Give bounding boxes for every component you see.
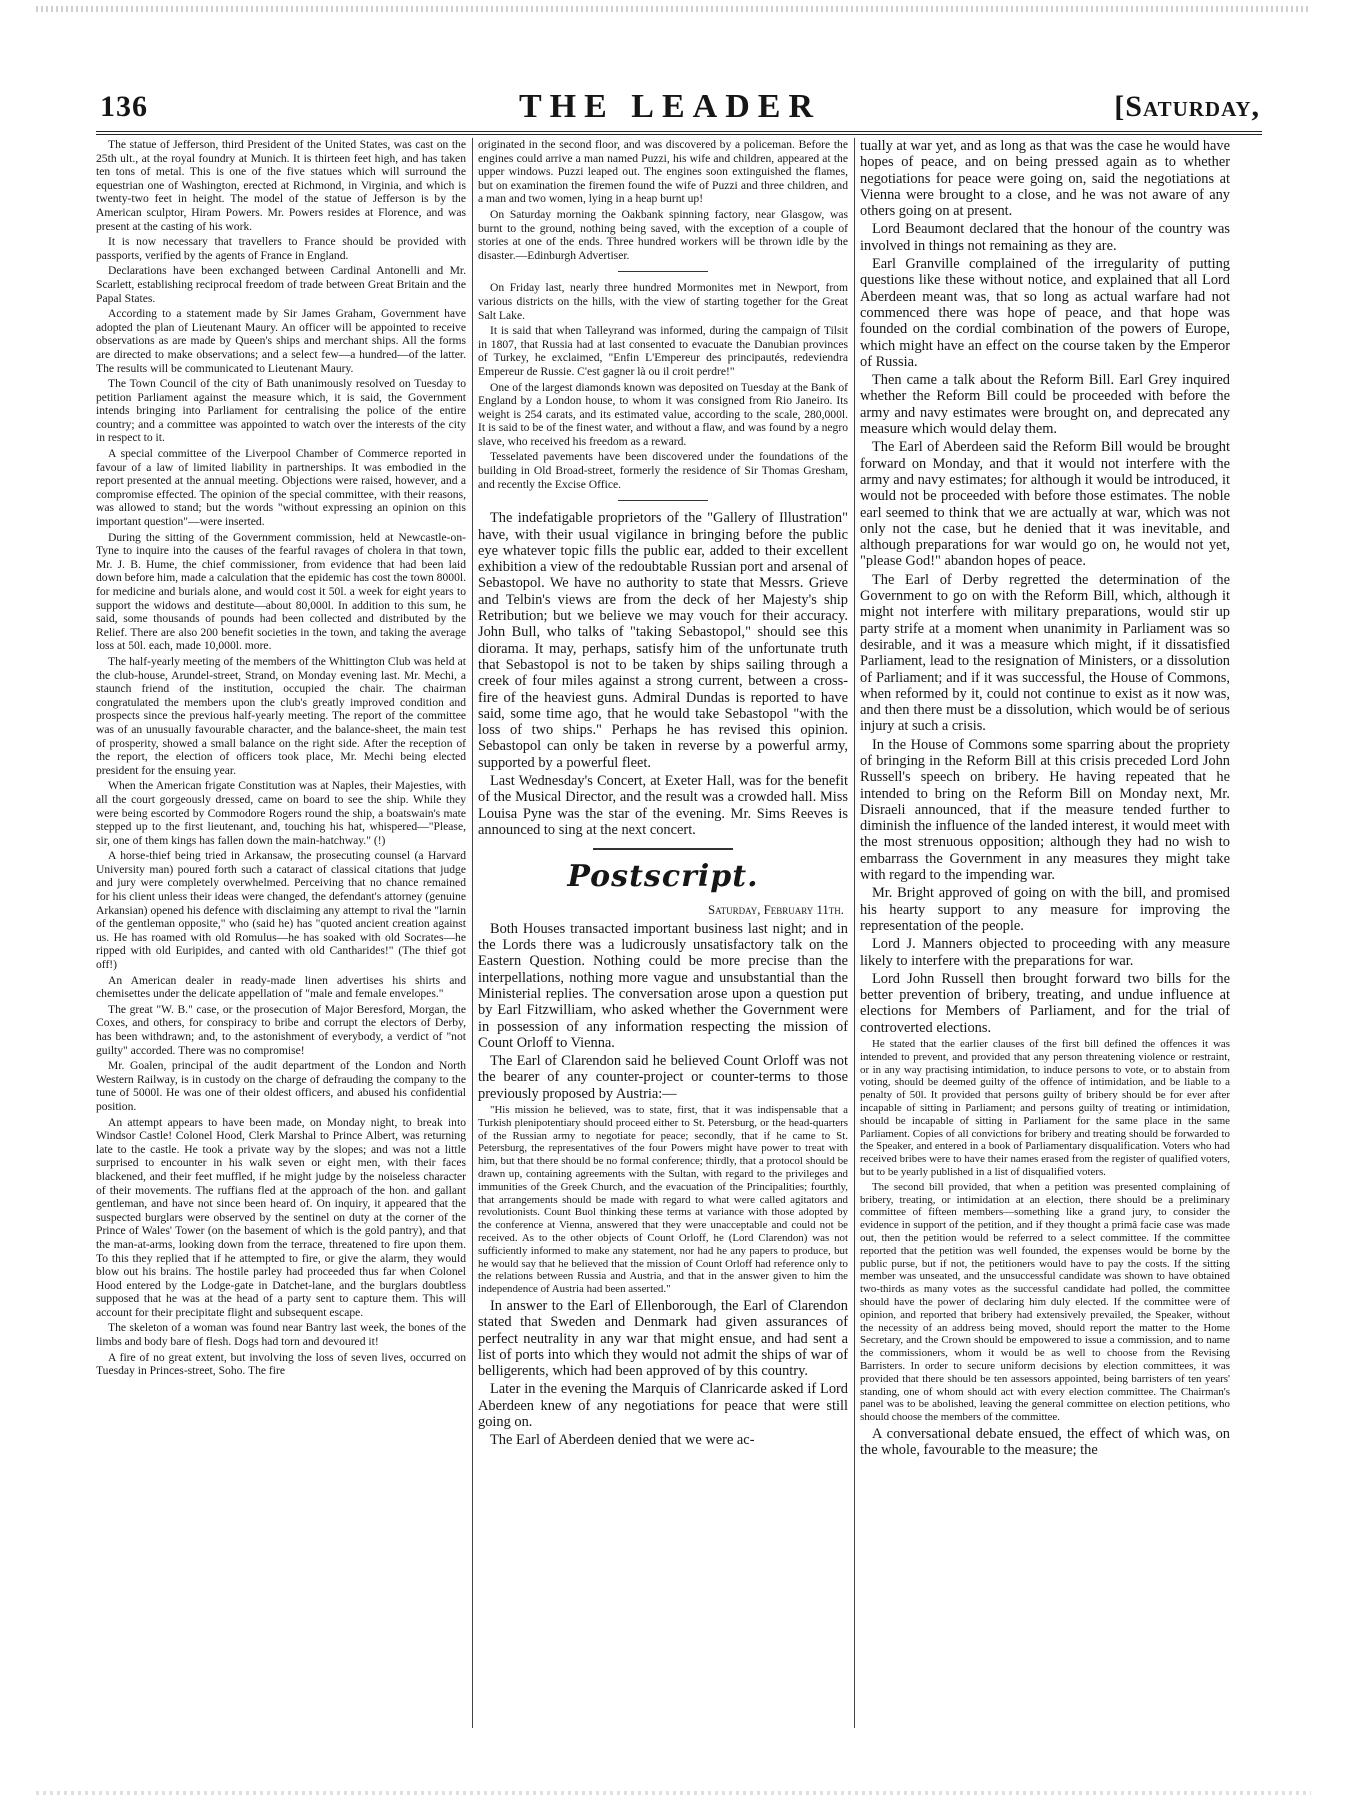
report-paragraph: A conversational debate ensued, the effect of which was, on the whole, favourable to the measure; the — [860, 1425, 1230, 1459]
report-paragraph: tually at war yet, and as long as that was the case he would have hopes of peace, and on being pressed again as to whether negotiations for peace were going on, said the negotiations at Vienna were brought to a close, and he was not aware of any others going on at present. — [860, 138, 1230, 220]
report-small-paragraph: The second bill provided, that when a petition was presented complaining of bribery, treating, or intimidation at an election, there should be a preliminary committee of fifteen members—something like a grand jury, to consider the evidence in support of the petition, and if they thought a primâ facie case was made out, then the petition would be referred to a select committee. If the committee reported that the petition was well founded, the expenses would be borne by the public purse, but if not, the petitioners would have to pay the costs. If the sitting member was unseated, and the unsuccessful candidate was shown to have obtained two-thirds as many votes as the successful candidate had polled, the committee should have the power of declaring him duly elected. If the committee were of opinion, and reported that bribery had extensively prevailed, the Speaker, without the necessity of an address being moved, should report the matter to the Home Secretary, and the Crown should be empowered to issue a commission, and to name the commissioners, whom it would be as well to choose from the Revising Barristers. In order to secure uniform decisions by election committees, it was provided that there should be ten assessors appointed, being barristers of ten years' standing, one of whom should act with every election committee. The Chairman's panel was to be abolished, leaving the general committee on election petitions, who should choose the members of the committee. — [860, 1180, 1230, 1424]
report-paragraph: Lord Beaumont declared that the honour of the country was involved in things not remaining as they are. — [860, 221, 1230, 254]
column-divider — [472, 138, 473, 1728]
report-paragraph: Lord John Russell then brought forward two bills for the better prevention of bribery, treating, and undue influence at elections for Members of Parliament, and for the trial of controverted elections. — [860, 970, 1230, 1036]
news-paragraph: The Town Council of the city of Bath unanimously resolved on Tuesday to petition Parliament against the measure which, it is said, the Government intends bringing into Parliament for centralising the police of the entire country; and a committee was appointed to watch over the interests of the city in respect to it. — [96, 377, 466, 445]
news-paragraph: The statue of Jefferson, third President of the United States, was cast on the 25th ult., at the royal foundry at Munich. It is thirteen feet high, and has taken ten tons of metal. This is one of the five statues which will surround the equestrian one of Washington, erected at Richmond, in Virginia, and which is twenty-two feet in height. The model of the statue of Jefferson is by the American sculptor, Hiram Powers. Mr. Powers resides at Florence, and was present at the casting of his work. — [96, 138, 466, 233]
report-small-paragraph: He stated that the earlier clauses of the first bill defined the offences it was intended to prevent, and provided that any person threatening violence or restraint, or in any way practising intimidation, to induce persons to vote, or to abstain from voting, should be deemed guilty of the offence of intimidation, and be liable to a penalty of 50l. It provided that persons guilty of bribery should be for ever after incapable of sitting in Parliament; and persons guilty of treating or intimidation, should be incapable of sitting in Parliament for the same place in the same Parliament. Copies of all convictions for bribery and treating should be forwarded to the Speaker, and entered in a book of Parliamentary disqualification. Voters who had received bribes were to have their names erased from the register of qualified voters, but to be yearly published in a list of disqualified voters. — [860, 1038, 1230, 1178]
section-separator — [618, 500, 708, 501]
news-paragraph: It is said that when Talleyrand was informed, during the campaign of Tilsit in 1807, that Russia had at last consented to evacuate the Danubian provinces of Turkey, he exclaimed, "Enfin L'Empereur des principautés, redeviendra Empereur de Russie. C'est gagner là ou il croit perdre!" — [478, 324, 848, 378]
news-paragraph: An attempt appears to have been made, on Monday night, to break into Windsor Castle! Colonel Hood, Clerk Marshal to Prince Albert, was returning late to the castle. He took a private way by the slopes; and was not a little surprised to encounter in his walk seven or eight men, with their faces blackened, and their feet muffled, if he might judge by the noiseless character of their movements. The ruffians fled at the approach of the hon. and gallant gentleman, and have not since been heard of. On inquiry, it appeared that the suspected burglars were observed by the sentinel on duty at the corner of the Prince of Wales' Tower (on the basement of which is the gold pantry), and that the man-at-arms, looking down from the terrace, threatened to fire upon them. To this they replied that if he attempted to fire, or give the alarm, they would blow out his brains. The hostile parley had proceeded thus far when Colonel Hood entered by the Lodge-gate in Datchet-lane, and the burglars doubtless supposed that he was at the head of a party sent to capture them. This will account for their precipitate flight and subsequent escape. — [96, 1115, 466, 1319]
postscript-date: Saturday, February 11th. — [707, 903, 844, 918]
report-paragraph: Mr. Bright approved of going on with the bill, and promised his hearty support to any measure for improving the representation of the people. — [860, 885, 1230, 934]
postscript-paragraph: Both Houses transacted important business last night; and in the Lords there was a ludicrously unsatisfactory talk on the Eastern Question. Nothing could be more precise than the interpellations, nothing more vague and unsubstantial than the Ministerial replies. The conversation arose upon a question put by Earl Fitzwilliam, who asked whether the Government were in possession of any information respecting the mission of Count Orloff to Vienna. — [478, 920, 848, 1051]
postscript-paragraph: The Earl of Clarendon said he believed Count Orloff was not the bearer of any counter-project or counter-terms to those previously proposed by Austria:— — [478, 1053, 848, 1102]
report-paragraph: In the House of Commons some sparring about the propriety of bringing in the Reform Bill at this crisis preceded Lord John Russell's speech on bribery. He having repeated that he intended to bring on the Reform Bill on Monday next, Mr. Disraeli announced, that if the measure tended further to diminish the influence of the landed interest, it would meet with the most strenuous opposition; although they had no wish to embarrass the Government in any measures they might take with regard to the impending war. — [860, 736, 1230, 884]
postscript-quote: "His mission he believed, was to state, first, that it was indispensable that a Turkish plenipotentiary should proceed either to St. Petersburg, or the head-quarters of the Russian army to negotiate for peace; secondly, that if he came to St. Petersburg, the representatives of the four Powers might have power to treat with him, but that there should be no formal conference; thirdly, that a protocol should be drawn up, containing agreements with the Sultan, with regard to the privileges and immunities of the Greek Church, and the evacuation of the Principalities; fourthly, that arrangements should be made with regard to what were called agitators and revolutionists. Count Buol thinking these terms at variance with those adopted by the conference at Vienna, answered that they were unacceptable and could not be received. As to the other objects of Count Orloff, he (Lord Clarendon) was not sufficiently informed to make any statement, nor had he any papers to produce, but he would say that he believed that the mission of Count Orloff had reference only to the relations between Russia and Austria, and that in the answer given to him the independence of Austria had been asserted." — [478, 1104, 848, 1296]
news-paragraph: According to a statement made by Sir James Graham, Government have adopted the plan of Lieutenant Maury. An officer will be appointed to receive observations as are made by Queen's ships and merchant ships. All the forms are directed to make observations; and a select few—a hundred—of the latter. The results will be communicated to Lieutenant Maury. — [96, 307, 466, 375]
scan-edge-top — [36, 6, 1311, 12]
scan-edge-bottom — [36, 1791, 1311, 1795]
news-paragraph: The skeleton of a woman was found near Bantry last week, the bones of the limbs and body bare of flesh. Dogs had torn and devoured it! — [96, 1321, 466, 1349]
news-paragraph: A special committee of the Liverpool Chamber of Commerce reported in favour of a law of limited liability in partnerships. It was embodied in the report presented at the annual meeting. Objections were raised, however, and a compromise effected. The opinion of the special committee, with their reasons, was allowed to stand; but the words "without expressing an opinion on this important question"—were inserted. — [96, 447, 466, 529]
news-paragraph: Tesselated pavements have been discovered under the foundations of the building in Old Broad-street, formerly the residence of Sir Thomas Gresham, and recently the Excise Office. — [478, 450, 848, 491]
header-dateline: [Saturday, — [1114, 90, 1260, 123]
header-rule — [96, 131, 1262, 135]
page-number: 136 — [100, 90, 148, 123]
news-paragraph: originated in the second floor, and was discovered by a policeman. Before the engines could arrive a man named Puzzi, his wife and children, appeared at the upper windows. Puzzi leaped out. The engines soon extinguished the flames, but on examination the firemen found the wife of Puzzi and three children, and a man and two women, lying in a heap burnt up! — [478, 138, 848, 206]
news-paragraph: A fire of no great extent, but involving the loss of seven lives, occurred on Tuesday in Princes-street, Soho. The fire — [96, 1350, 466, 1378]
postscript-paragraph: The Earl of Aberdeen denied that we were ac- — [490, 1432, 755, 1449]
news-paragraph: The great "W. B." case, or the prosecution of Major Beresford, Morgan, the Coxes, and others, for conspiracy to bribe and corrupt the electors of Derby, has been withdrawn; and, to the astonishment of everybody, a verdict of "not guilty" accorded. There was no compromise! — [96, 1002, 466, 1057]
column-2 — [478, 138, 848, 1451]
news-paragraph: Declarations have been exchanged between Cardinal Antonelli and Mr. Scarlett, establishing reciprocal freedom of trade between Great Britain and the Papal States. — [96, 264, 466, 305]
postscript-paragraph: Later in the evening the Marquis of Clanricarde asked if Lord Aberdeen knew of any negotiations for peace that were still going on. — [478, 1381, 848, 1431]
section-separator — [618, 271, 708, 272]
news-paragraph: An American dealer in ready-made linen advertises his shirts and chemisettes under the delicate appellation of "male and female envelopes." — [96, 973, 466, 1001]
news-paragraph: One of the largest diamonds known was deposited on Tuesday at the Bank of England by a London house, to whom it was consigned from Rio Janeiro. Its weight is 254 carats, and its estimated value, according to the scale, 280,000l. It is said to be of the finest water, and without a flaw, and was found by a negro slave, who received his freedom as a reward. — [478, 380, 848, 448]
report-paragraph: The Earl of Derby regretted the determination of the Government to go on with the Reform Bill, which, although it might not interfere with military preparations, would stir up party strife at a moment when unanimity in Parliament was so desirable, and it was a measure which might, if it dissatisfied Parliament, lead to the resignation of Ministers, or a dissolution of Parliament; and if it was successful, the House of Commons, when reformed by it, could not continue to exist as it now was, and then there must be a dissolution, which would be of serious injury at such a crisis. — [860, 571, 1230, 735]
news-paragraph: When the American frigate Constitution was at Naples, their Majesties, with all the court gorgeously dressed, came on board to see the ship. While they were being escorted by Commodore Rogers round the ship, a boatswain's mate stepped up to the first lieutenant, and, touching his hat, whispered—"Please, sir, one of them kings has fallen down the main-hatchway." (!) — [96, 779, 466, 847]
report-paragraph: Then came a talk about the Reform Bill. Earl Grey inquired whether the Reform Bill could be proceeded with before the army and navy estimates were brought on, and deprecated any measure which would delay them. — [860, 372, 1230, 438]
notice-paragraph: The indefatigable proprietors of the "Gallery of Illustration" have, with their usual vigilance in bringing before the public eye whatever topic fills the public ear, added to their excellent exhibition a view of the redoubtable Russian port and arsenal of Sebastopol. We have no authority to state that Messrs. Grieve and Telbin's views are from the deck of her Majesty's ship Retribution; but we believe we may vouch for their accuracy. John Bull, who talks of "taking Sebastopol," should see this diorama. It may, perhaps, satisfy him of the unfortunate truth that Sebastopol is not to be taken by ships sailing through a creek of four miles against a strong current, between a cross-fire of the heaviest guns. Admiral Dundas is reported to have said, some time ago, that he would take Sebastopol "with the loss of two ships." Perhaps he has revised this opinion. Sebastopol can only be taken in reverse by a powerful army, supported by a powerful fleet. — [478, 510, 848, 771]
report-paragraph: Earl Granville complained of the irregularity of putting questions like these without notice, and explained that all Lord Aberdeen meant was, that so long as actual warfare had not commenced there was hope of peace, and that hope was founded on the cordial combination of the powers of Europe, which might have an effect on the course taken by the Emperor of Russia. — [860, 256, 1230, 370]
postscript-paragraph: In answer to the Earl of Ellenborough, the Earl of Clarendon stated that Sweden and Denmark had given assurances of perfect neutrality in any war that might ensue, and had sent a list of ports into which they would not admit the ships of war of belligerents, which had been approved of by this country. — [478, 1298, 848, 1380]
news-paragraph: It is now necessary that travellers to France should be provided with passports, verified by the agents of France in England. — [96, 235, 466, 262]
report-paragraph: Lord J. Manners objected to proceeding with any measure likely to interfere with the preparations for war. — [860, 936, 1230, 969]
masthead-title: THE LEADER — [519, 88, 821, 125]
news-paragraph: During the sitting of the Government commission, held at Newcastle-on-Tyne to inquire into the causes of the fearful ravages of cholera in that town, Mr. J. B. Hume, the chief commissioner, from evidence that had been laid down before him, made a calculation that the epidemic has cost the town 8000l. for medicine and burials alone, and would cost it 50l. a week for eight years to support the widows and destitute—about 80,000l. In addition to this sum, he said, some thousands of pounds had been collected and distributed by the Relief. There are also 200 benefit societies in the town, and taking the average loss at 50l. each, made 10,000l. more. — [96, 530, 466, 653]
column-1 — [96, 138, 466, 1380]
report-paragraph: The Earl of Aberdeen said the Reform Bill would be brought forward on Monday, and that it would not interfere with the army and navy estimates; for although it would be introduced, it would not be proceeded with before those estimates. The noble earl seemed to think that we are actually at war, which was not only not the case, but he denied that it was inevitable, and although preparations for war would go on, he would not yet, "please God!" abandon hopes of peace. — [860, 439, 1230, 570]
column-3 — [860, 138, 1230, 1461]
news-paragraph: On Friday last, nearly three hundred Mormonites met in Newport, from various districts on the hills, with the view of starting together for the Great Salt Lake. — [478, 281, 848, 322]
news-paragraph: Mr. Goalen, principal of the audit department of the London and North Western Railway, is in custody on the charge of defrauding the company to the tune of 5000l. He was one of their oldest officers, and abused his confidential position. — [96, 1059, 466, 1113]
notice-paragraph: Last Wednesday's Concert, at Exeter Hall, was for the benefit of the Musical Director, and the result was a crowded hall. Miss Louisa Pyne was the star of the evening. Mr. Sims Reeves is announced to sing at the next concert. — [478, 773, 848, 838]
page-header — [80, 88, 1260, 128]
news-paragraph: A horse-thief being tried in Arkansaw, the prosecuting counsel (a Harvard University man) poured forth such a cataract of classical citations that judge and jury were completely overwhelmed. Perceiving that no chance remained for his client unless their ideas were changed, the defendant's attorney (genuine Arkansian) opened his defence with disclaiming any attempt to rival the "larnin of the gentleman opposite," who (said he) has "quoted ancient creation against us. He has roamed with old Romulus—he has soaked with old Socrates—he ripped with old Euripides, and canted with old Cantharides!" (The thief got off!) — [96, 849, 466, 972]
column-divider — [854, 138, 855, 1728]
news-paragraph: On Saturday morning the Oakbank spinning factory, near Glasgow, was burnt to the ground, nothing being saved, with the exception of a couple of stories at one of the ends. Three hundred workers will be thrown idle by the disaster.—Edinburgh Advertiser. — [478, 207, 848, 262]
news-paragraph: The half-yearly meeting of the members of the Whittington Club was held at the club-house, Arundel-street, Strand, on Monday evening last. Mr. Mechi, a staunch friend of the institution, occupied the chair. The chairman congratulated the members upon the club's greatly improved condition and prospects since the previous half-yearly meeting. The report of the committee was of an unusually favourable character, and the balance-sheet, the main test of prosperity, showed a small balance on the right side. After the reception of the report, the election of officers took place, Mr. Mechi being elected president for the ensuing year. — [96, 654, 466, 777]
postscript-heading: Postscript. — [567, 859, 759, 895]
section-separator — [593, 848, 733, 850]
